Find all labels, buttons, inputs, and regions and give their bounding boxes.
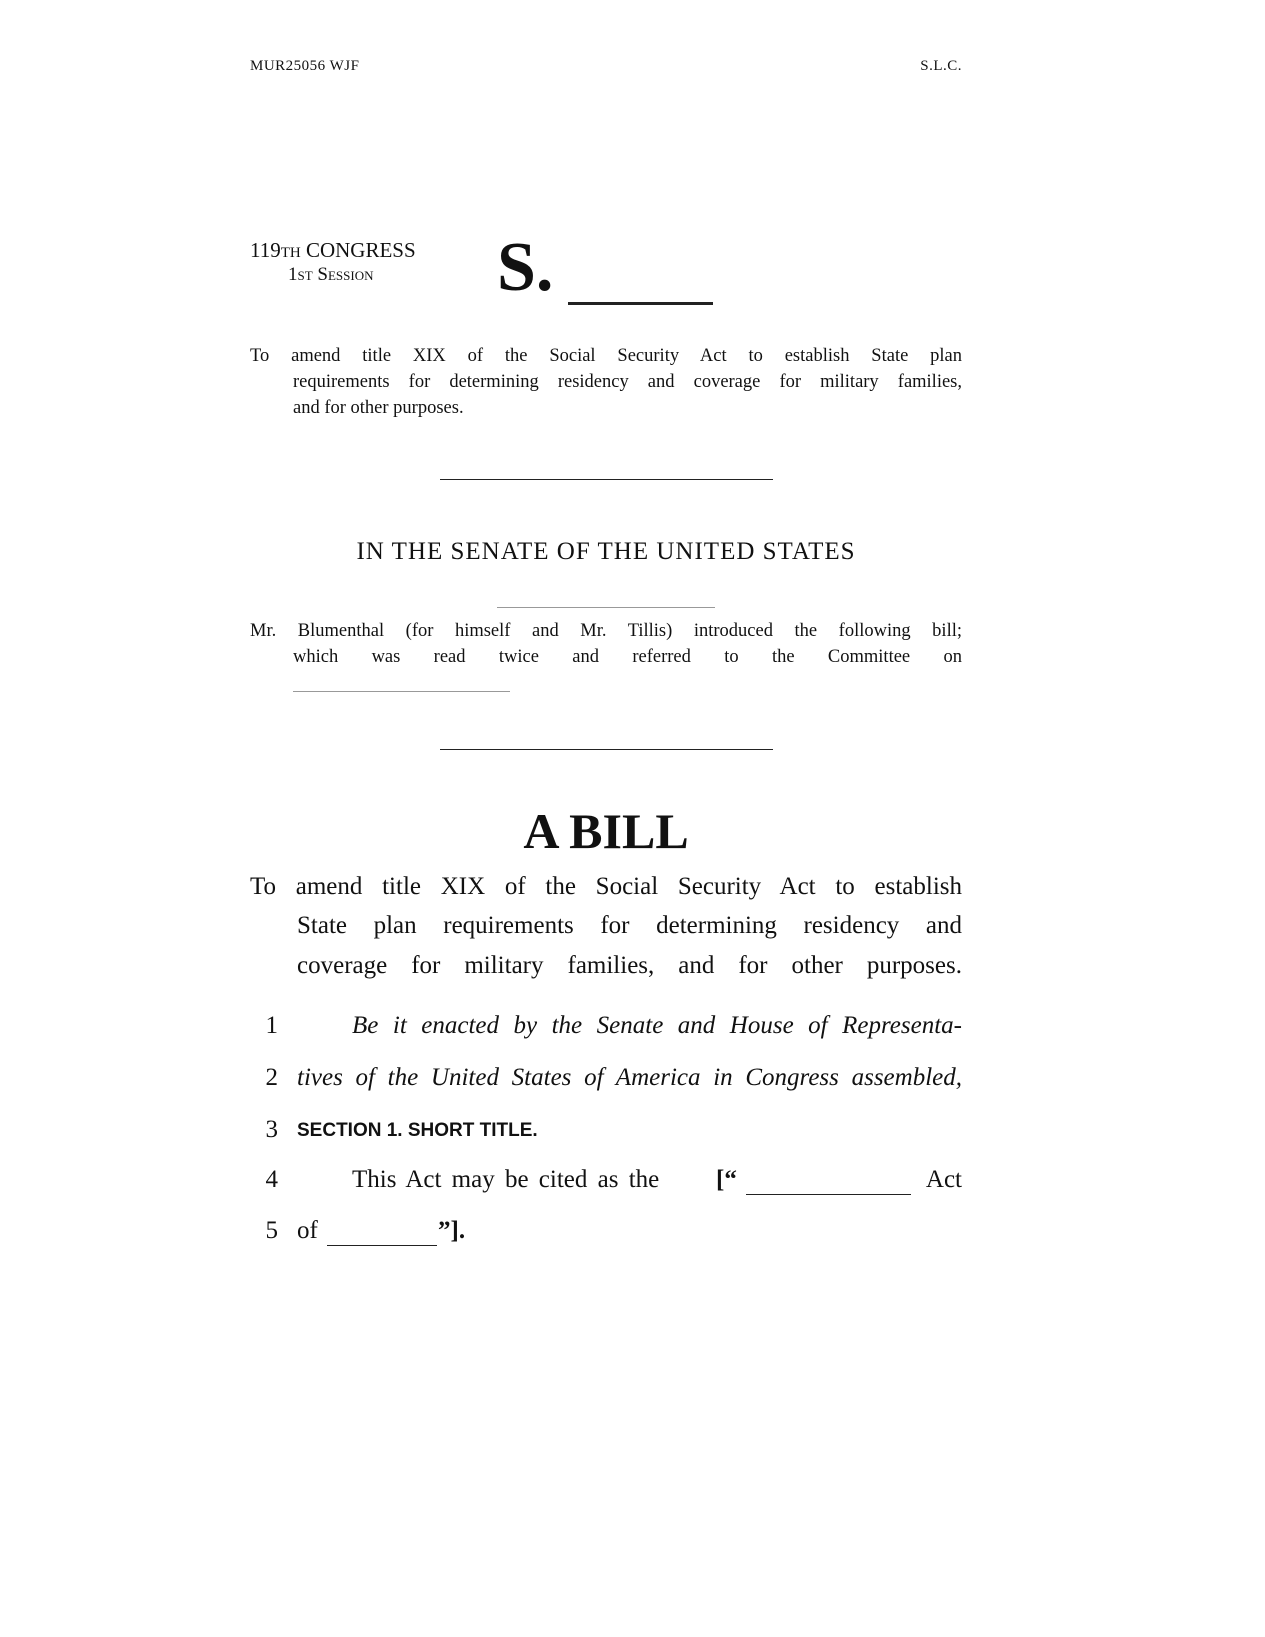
bill-number-blank (568, 302, 713, 305)
chamber-heading: IN THE SENATE OF THE UNITED STATES (356, 538, 856, 565)
bracket-open: [“ (716, 1166, 737, 1193)
sponsor-line (250, 621, 962, 642)
divider (440, 479, 773, 480)
caption-line: To amend title XIX of the Social Security Act to establish State plan (250, 346, 962, 366)
divider (440, 749, 773, 750)
document-id: MUR25056 WJF (250, 58, 360, 74)
long-title-line: To amend title XIX of the Social Security Act to establish (250, 873, 962, 900)
enacting-clause: Be it enacted by the Senate and House of Representa- (352, 1012, 962, 1039)
bracket-close: ”]. (438, 1217, 466, 1244)
line-number: 4 (265, 1166, 278, 1193)
congress-text: 119th CONGRESS (250, 238, 416, 262)
short-title-text: This Act may be cited as the (352, 1166, 660, 1193)
caption-line: requirements for determining residency and coverage for military families, (293, 372, 962, 392)
line-number: 1 (265, 1012, 278, 1039)
year-blank (327, 1245, 437, 1246)
sponsor-text: Mr. Blumenthal (for himself and Mr. Tillis) introduced the following bill; (250, 621, 962, 641)
line-number: 3 (265, 1116, 278, 1143)
section-heading: SECTION 1. SHORT TITLE. (297, 1120, 538, 1141)
divider (497, 607, 715, 608)
session: 1st Session (288, 264, 374, 285)
committee-blank (293, 691, 510, 692)
bill-prefix: S. (497, 229, 554, 306)
of-word: of (297, 1217, 318, 1244)
act-word: Act (925, 1166, 962, 1193)
bill-heading: A BILL (523, 803, 689, 859)
long-title-line: State plan requirements for determining residency and (297, 912, 962, 939)
line-number: 2 (265, 1064, 278, 1091)
long-title-line: coverage for military families, and for other purposes. (297, 952, 962, 979)
congress-number (250, 238, 416, 263)
slc-label: S.L.C. (920, 58, 962, 74)
act-name-blank (746, 1194, 911, 1195)
sponsor-line: which was read twice and referred to the Committee on (293, 647, 962, 667)
caption-line: and for other purposes. (293, 398, 464, 418)
line-number: 5 (265, 1217, 278, 1244)
enacting-clause: tives of the United States of America in Congress assembled, (297, 1064, 962, 1091)
